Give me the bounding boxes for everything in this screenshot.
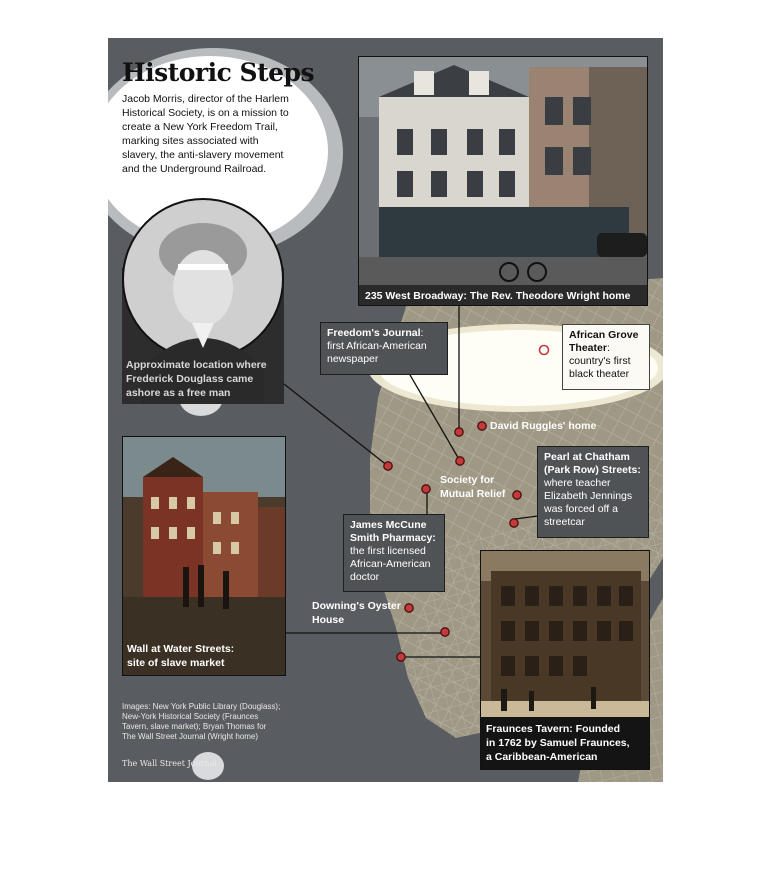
caption-douglass-1: Approximate location where xyxy=(126,359,267,371)
african-grove-name: African Grove Theater xyxy=(569,329,639,354)
freedoms-journal-desc: first African-American newspaper xyxy=(327,340,427,365)
pearl-chatham-desc: where teacher Elizabeth Jennings was forced off a streetcar xyxy=(544,477,633,528)
label-mutual-relief-1: Society for xyxy=(440,474,495,486)
caption-fraunces-2: in 1762 by Samuel Fraunces, xyxy=(486,737,630,749)
marker-mutual-relief xyxy=(422,485,430,493)
intro-text: Jacob Morris, director of the Harlem Historical Society, is on a mission to create a New York Freedom Trail, marking sites associated with slavery, the anti-slavery movement and the Underground Railroad. xyxy=(122,93,289,175)
label-freedoms-journal: Freedom's Journal: first African-American newspaper xyxy=(320,322,448,375)
marker-wall-water xyxy=(441,628,449,636)
marker-ruggles xyxy=(478,422,486,430)
smith-pharmacy-desc: the first licensed African-American doctor xyxy=(350,545,431,583)
freedoms-journal-name: Freedom's Journal xyxy=(327,327,421,339)
label-downing-2: House xyxy=(312,614,345,626)
caption-wright-home: 235 West Broadway: The Rev. Theodore Wright home xyxy=(365,290,631,302)
label-ruggles-home: David Ruggles' home xyxy=(490,420,597,432)
image-credits: Images: New York Public Library (Douglass); New-York Historical Society (Fraunces Tavern, slave market); Bryan Thomas for The Wall Street Journal (Wright home) xyxy=(122,702,281,741)
freedom-trail-graphic xyxy=(108,38,663,782)
caption-douglass-3: ashore as a free man xyxy=(126,387,231,399)
marker-smith-pharmacy xyxy=(510,519,518,527)
page-title: Historic Steps xyxy=(122,58,315,87)
smith-pharmacy-name: James McCune Smith Pharmacy: xyxy=(350,519,436,544)
marker-freedoms-journal xyxy=(456,457,464,465)
marker-pearl-chatham xyxy=(513,491,521,499)
marker-downing xyxy=(405,604,413,612)
label-mutual-relief-2: Mutual Relief xyxy=(440,488,506,500)
caption-douglass-2: Frederick Douglass came xyxy=(126,373,254,385)
photo-wright-home xyxy=(358,56,648,306)
photo-fraunces-tavern xyxy=(480,550,650,770)
marker-fraunces xyxy=(397,653,405,661)
caption-fraunces-1: Fraunces Tavern: Founded xyxy=(486,723,620,735)
label-smith-pharmacy xyxy=(343,514,445,592)
label-african-grove-theater: African Grove Theater: country's first black theater xyxy=(562,324,650,390)
slave-market-painting xyxy=(123,437,285,675)
caption-slave-market-2: site of slave market xyxy=(127,657,225,669)
african-grove-desc: country's first black theater xyxy=(569,355,631,380)
caption-slave-market-1: Wall at Water Streets: xyxy=(127,643,235,655)
marker-douglass xyxy=(384,462,392,470)
pearl-chatham-name: Pearl at Chatham (Park Row) Streets: xyxy=(544,451,641,476)
source-wsj: The Wall Street Journal xyxy=(122,759,217,768)
label-downing-1: Downing's Oyster xyxy=(312,600,401,612)
marker-african-grove xyxy=(540,346,549,355)
label-pearl-chatham xyxy=(537,446,649,538)
photo-douglass xyxy=(122,198,284,404)
caption-fraunces-3: a Caribbean-American xyxy=(486,751,598,763)
marker-wright-home xyxy=(455,428,463,436)
photo-slave-market xyxy=(122,436,286,676)
building-illustration xyxy=(359,57,647,305)
